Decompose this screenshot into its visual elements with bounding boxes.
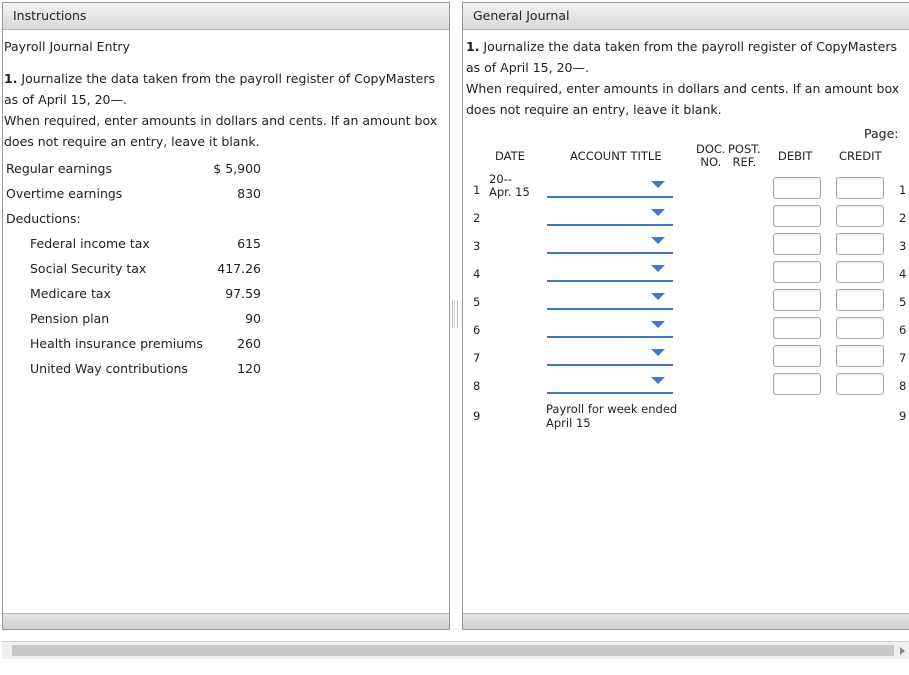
journal-row-4 <box>463 260 909 288</box>
journal-task <box>466 36 897 57</box>
general-journal-panel <box>462 2 909 630</box>
row-number: 9 <box>473 409 481 423</box>
overtime-earnings-value: 830 <box>237 186 261 201</box>
account-title-dropdown[interactable] <box>547 316 673 338</box>
deduction-row-health <box>30 334 261 354</box>
debit-input[interactable] <box>773 345 821 367</box>
account-title-column-header: ACCOUNT TITLE <box>570 149 662 163</box>
deduction-label: Medicare tax <box>30 286 111 301</box>
credit-input[interactable] <box>836 345 884 367</box>
row-number: 5 <box>473 295 481 309</box>
deduction-label: Federal income tax <box>30 236 150 251</box>
task-number: 1. <box>4 71 18 86</box>
row-number: 6 <box>473 323 481 337</box>
credit-input[interactable] <box>836 261 884 283</box>
credit-input[interactable] <box>836 205 884 227</box>
row-number: 4 <box>473 267 481 281</box>
regular-earnings-value: $ 5,900 <box>213 161 261 176</box>
overtime-earnings-row <box>6 184 261 204</box>
doc-no-column-header: DOC. NO. <box>696 142 726 169</box>
regular-earnings-row <box>6 159 261 179</box>
account-title-dropdown[interactable] <box>547 288 673 310</box>
regular-earnings-label: Regular earnings <box>6 161 112 176</box>
credit-input[interactable] <box>836 289 884 311</box>
page-label: Page: <box>864 126 899 141</box>
journal-task-text-line1: Journalize the data taken from the payroll register of CopyMasters <box>479 39 897 54</box>
instructions-task <box>4 68 435 89</box>
row-number-right: 4 <box>899 267 907 281</box>
journal-row-3 <box>463 232 909 260</box>
credit-input[interactable] <box>836 317 884 339</box>
credit-input[interactable] <box>836 373 884 395</box>
deduction-value: 120 <box>237 361 261 376</box>
debit-input[interactable] <box>773 177 821 199</box>
chevron-down-icon <box>651 321 665 328</box>
credit-input[interactable] <box>836 177 884 199</box>
instructions-footer <box>3 613 449 629</box>
journal-row-8 <box>463 372 909 400</box>
account-title-dropdown[interactable] <box>547 232 673 254</box>
debit-input[interactable] <box>773 289 821 311</box>
scrollbar-thumb[interactable] <box>12 645 894 656</box>
row-number-right: 9 <box>899 409 907 423</box>
journal-row-7 <box>463 344 909 372</box>
panel-splitter-handle[interactable] <box>452 300 458 328</box>
row-number: 8 <box>473 379 481 393</box>
debit-column-header: DEBIT <box>778 149 813 163</box>
deduction-label: United Way contributions <box>30 361 188 376</box>
debit-input[interactable] <box>773 317 821 339</box>
note-line1: When required, enter amounts in dollars and cents. If an amount box <box>4 113 438 128</box>
credit-input[interactable] <box>836 233 884 255</box>
date-cell <box>489 173 530 199</box>
account-title-dropdown[interactable] <box>547 260 673 282</box>
account-title-dropdown[interactable] <box>547 372 673 394</box>
chevron-down-icon <box>651 209 665 216</box>
account-title-dropdown[interactable] <box>547 176 673 198</box>
journal-task-text-line2: as of April 15, 20—. <box>466 60 589 75</box>
deduction-label: Health insurance premiums <box>30 336 203 351</box>
row-number-right: 2 <box>899 211 907 225</box>
instructions-heading: Payroll Journal Entry <box>4 39 130 54</box>
journal-row-9 <box>463 402 909 430</box>
date-day: Apr. 15 <box>489 185 530 199</box>
row-number: 3 <box>473 239 481 253</box>
journal-note-line2: does not require an entry, leave it blank. <box>466 102 722 117</box>
row-number-right: 5 <box>899 295 907 309</box>
journal-note-line1: When required, enter amounts in dollars and cents. If an amount box <box>466 81 900 96</box>
deduction-row-united-way <box>30 359 261 379</box>
row-number: 7 <box>473 351 481 365</box>
journal-task-number: 1. <box>466 39 480 54</box>
task-text-line1: Journalize the data taken from the payroll register of CopyMasters <box>17 71 435 86</box>
chevron-down-icon <box>651 349 665 356</box>
deduction-value: 615 <box>237 236 261 251</box>
deduction-value: 417.26 <box>217 261 261 276</box>
deduction-value: 260 <box>237 336 261 351</box>
deduction-row-social-security <box>30 259 261 279</box>
row-number: 1 <box>473 183 481 197</box>
row-number-right: 1 <box>899 183 907 197</box>
instructions-panel <box>2 2 450 630</box>
overtime-earnings-label: Overtime earnings <box>6 186 123 201</box>
post-ref-column-header: POST. REF. <box>728 142 761 169</box>
journal-row-2 <box>463 204 909 232</box>
entry-description: Payroll for week ended April 15 <box>546 402 678 430</box>
deduction-value: 90 <box>245 311 261 326</box>
credit-column-header: CREDIT <box>839 149 882 163</box>
deduction-row-pension <box>30 309 261 329</box>
chevron-down-icon <box>651 377 665 384</box>
deductions-heading: Deductions: <box>6 211 81 226</box>
scroll-right-arrow-icon[interactable] <box>900 647 905 655</box>
row-number-right: 3 <box>899 239 907 253</box>
chevron-down-icon <box>651 237 665 244</box>
journal-row-1 <box>463 172 909 204</box>
chevron-down-icon <box>651 181 665 188</box>
horizontal-scrollbar[interactable] <box>2 641 909 659</box>
debit-input[interactable] <box>773 373 821 395</box>
deduction-row-federal <box>30 234 261 254</box>
note-line2: does not require an entry, leave it blank. <box>4 134 260 149</box>
chevron-down-icon <box>651 293 665 300</box>
instructions-header: Instructions <box>3 3 449 30</box>
deduction-label: Social Security tax <box>30 261 147 276</box>
general-journal-footer <box>463 613 909 629</box>
task-text-line2: as of April 15, 20—. <box>4 92 127 107</box>
row-number-right: 7 <box>899 351 907 365</box>
date-column-header: DATE <box>495 149 525 163</box>
journal-row-6 <box>463 316 909 344</box>
deduction-value: 97.59 <box>225 286 261 301</box>
journal-row-5 <box>463 288 909 316</box>
row-number: 2 <box>473 211 481 225</box>
debit-input[interactable] <box>773 233 821 255</box>
chevron-down-icon <box>651 265 665 272</box>
row-number-right: 8 <box>899 379 907 393</box>
date-year: 20-- <box>489 172 512 186</box>
account-title-dropdown[interactable] <box>547 204 673 226</box>
deduction-row-medicare <box>30 284 261 304</box>
deduction-label: Pension plan <box>30 311 110 326</box>
general-journal-header: General Journal <box>463 3 909 30</box>
debit-input[interactable] <box>773 205 821 227</box>
account-title-dropdown[interactable] <box>547 344 673 366</box>
debit-input[interactable] <box>773 261 821 283</box>
row-number-right: 6 <box>899 323 907 337</box>
